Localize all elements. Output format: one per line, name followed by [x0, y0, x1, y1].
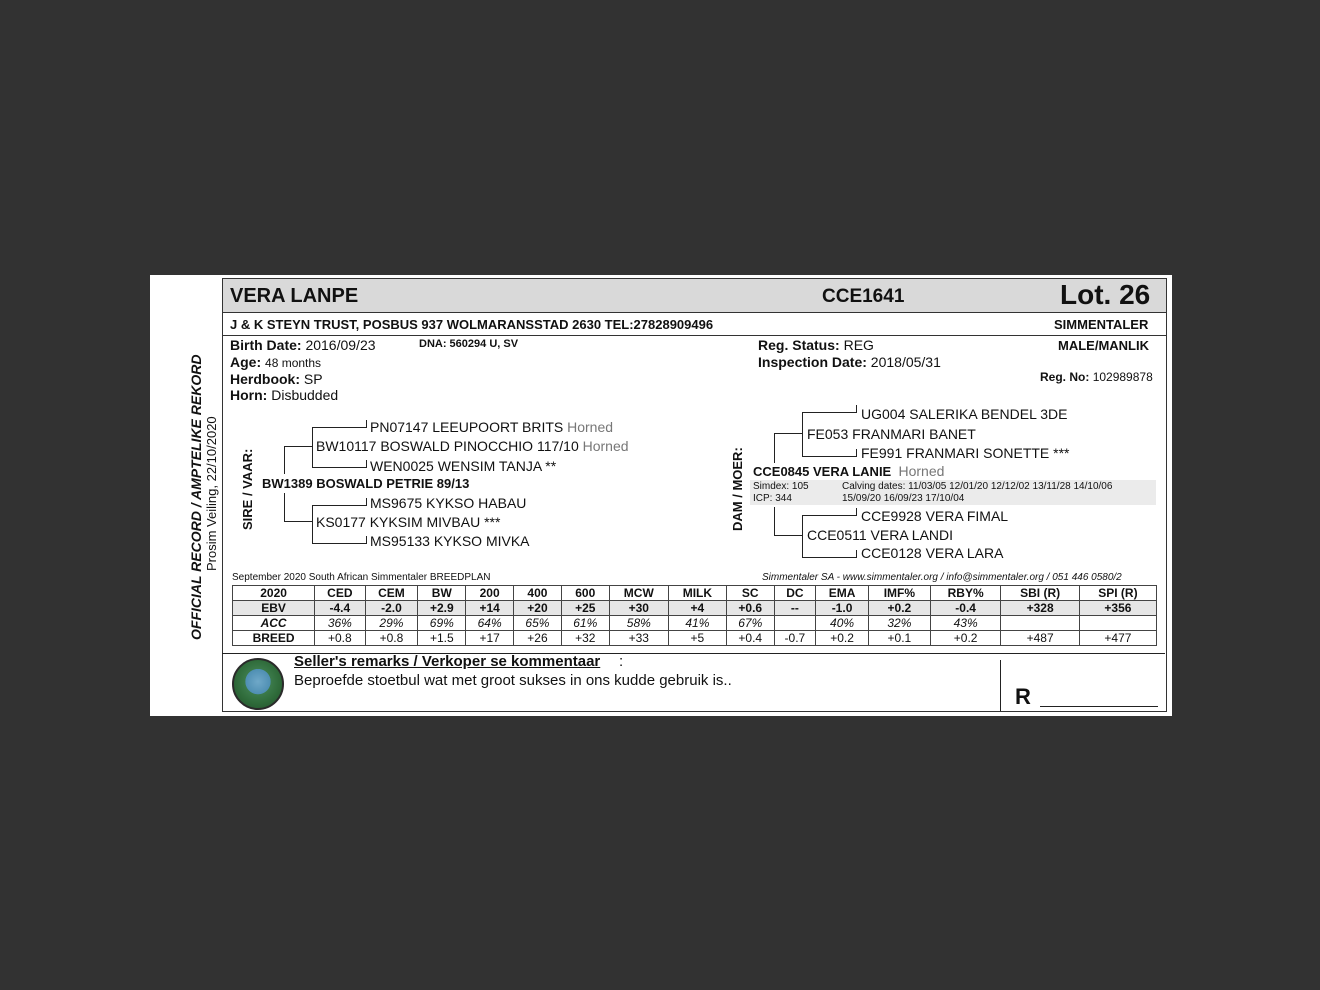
- table-header-cell: 400: [514, 586, 562, 601]
- table-cell: +4: [668, 601, 726, 616]
- breedplan-caption: September 2020 South African Simmentaler BREEDPLAN: [232, 572, 491, 583]
- table-header-cell: RBY%: [930, 586, 1001, 601]
- table-cell: 67%: [726, 616, 774, 631]
- table-cell: 65%: [514, 616, 562, 631]
- dam-tree-line: [802, 557, 856, 558]
- dam-sire-sire: UG004 SALERIKA BENDEL 3DE: [861, 406, 1068, 422]
- table-cell: +0.8: [315, 631, 365, 646]
- table-cell: -0.7: [774, 631, 815, 646]
- table-cell: +0.1: [868, 631, 930, 646]
- age: [230, 354, 321, 370]
- table-cell: -1.0: [816, 601, 869, 616]
- table-cell: 58%: [609, 616, 668, 631]
- lot-card: [150, 275, 1172, 716]
- dna: DNA: 560294 U, SV: [419, 338, 519, 350]
- lot-number: Lot. 26: [1060, 279, 1151, 310]
- table-cell: +0.8: [365, 631, 418, 646]
- inspection-value: 2018/05/31: [870, 354, 941, 370]
- age-value: 48 months: [265, 356, 322, 370]
- animal-id: CCE1641: [822, 286, 905, 307]
- sire-sire-dam: WEN0025 WENSIM TANJA **: [370, 458, 557, 474]
- table-header-cell: SC: [726, 586, 774, 601]
- sire-tree-line: [366, 420, 367, 428]
- table-cell: 43%: [930, 616, 1001, 631]
- dam-tree-line: [774, 535, 802, 536]
- sire-sire-sire-name: PN07147 LEEUPOORT BRITS: [370, 419, 564, 435]
- sire-tree-line: [284, 521, 312, 522]
- table-cell: 29%: [365, 616, 418, 631]
- sire-sire-sire: [370, 419, 613, 435]
- sire-tree-line: [284, 493, 285, 521]
- table-cell: +328: [1001, 601, 1079, 616]
- table-cell: +14: [466, 601, 514, 616]
- sire-sire-name: BW10117 BOSWALD PINOCCHIO 117/10: [316, 438, 579, 454]
- header-bar: [222, 278, 1167, 313]
- reg-no: [1040, 370, 1153, 384]
- dam-tree-line: [856, 508, 857, 516]
- simdex: Simdex: 105: [753, 481, 809, 492]
- table-header-cell: MCW: [609, 586, 668, 601]
- sire-tree-line: [312, 467, 366, 468]
- remarks-title: Seller's remarks / Verkoper se kommentaar: [294, 653, 601, 670]
- table-cell: +0.4: [726, 631, 774, 646]
- dam-tree-line: [856, 405, 857, 413]
- dam-tree-line: [774, 433, 775, 463]
- breedplan-contact: Simmentaler SA - www.simmentaler.org / info@simmentaler.org / 051 446 0580/2: [762, 572, 1122, 583]
- dam-tree-line: [802, 515, 856, 516]
- table-cell: +25: [561, 601, 609, 616]
- ebv-header-row: [233, 586, 1157, 601]
- dam-dam: CCE0511 VERA LANDI: [807, 527, 954, 543]
- table-cell: +487: [1001, 631, 1079, 646]
- table-row-label: ACC: [233, 616, 315, 631]
- table-cell: +20: [514, 601, 562, 616]
- horn-label: Horn:: [230, 387, 268, 403]
- sire-sire-sire-horn: Horned: [567, 419, 614, 435]
- table-cell: +0.6: [726, 601, 774, 616]
- table-cell: --: [774, 601, 815, 616]
- sire-tree-line: [312, 427, 313, 467]
- dam-tree-line: [802, 412, 856, 413]
- sire-tree-line: [312, 505, 366, 506]
- table-cell: +5: [668, 631, 726, 646]
- table-header-cell: EMA: [816, 586, 869, 601]
- sire-tree-line: [284, 446, 312, 447]
- dam-tree-line: [856, 550, 857, 558]
- sire-tree-line: [284, 446, 285, 474]
- sire-label: SIRE / VAAR:: [240, 448, 255, 530]
- table-row-label: EBV: [233, 601, 315, 616]
- table-year-cell: 2020: [233, 586, 315, 601]
- reg-no-label: Reg. No:: [1040, 370, 1090, 384]
- birth-date: [230, 337, 376, 353]
- breed: SIMMENTALER: [1054, 317, 1149, 332]
- auction-label: Prosim Veiling, 22/10/2020: [204, 416, 219, 571]
- table-cell: 32%: [868, 616, 930, 631]
- animal-name: VERA LANPE: [230, 285, 359, 307]
- sire-sire: [316, 438, 629, 454]
- dam-name: CCE0845 VERA LANIE: [753, 464, 892, 479]
- table-header-cell: MILK: [668, 586, 726, 601]
- price-box-left: [1000, 660, 1001, 711]
- ebv-table: [232, 585, 1157, 646]
- price-input-line[interactable]: [1040, 706, 1158, 707]
- inspection-date: [758, 354, 941, 370]
- reg-no-value: 102989878: [1092, 370, 1153, 384]
- horn-value: Disbudded: [271, 387, 339, 403]
- table-cell: +477: [1079, 631, 1156, 646]
- sire-dam-sire: MS9675 KYKSO HABAU: [370, 495, 527, 511]
- table-cell: 36%: [315, 616, 365, 631]
- table-cell: +356: [1079, 601, 1156, 616]
- inspection-label: Inspection Date:: [758, 354, 867, 370]
- herdbook-value: SP: [303, 371, 323, 387]
- sire-tree-line: [312, 427, 366, 428]
- reg-status: [758, 337, 874, 353]
- dam-dam-sire: CCE9928 VERA FIMAL: [861, 508, 1009, 524]
- table-cell: +26: [514, 631, 562, 646]
- reg-status-value: REG: [843, 337, 874, 353]
- table-row-label: BREED: [233, 631, 315, 646]
- breed-row: [233, 631, 1157, 646]
- sire-dam: KS0177 KYKSIM MIVBAU ***: [316, 514, 501, 530]
- sire: BW1389 BOSWALD PETRIE 89/13: [262, 476, 470, 491]
- table-header-cell: 600: [561, 586, 609, 601]
- dam-tree-line: [802, 412, 803, 456]
- table-cell: -4.4: [315, 601, 365, 616]
- ebv-row: [233, 601, 1157, 616]
- calving-dates-2: 15/09/20 16/09/23 17/10/04: [842, 493, 965, 504]
- age-label: Age:: [230, 354, 262, 370]
- dam-horn: Horned: [898, 463, 945, 479]
- dam-tree-line: [774, 433, 802, 434]
- table-cell: -0.4: [930, 601, 1001, 616]
- sire-tree-line: [366, 460, 367, 468]
- calving-dates-1: Calving dates: 11/03/05 12/01/20 12/12/02 13/11/28 14/10/06: [842, 481, 1113, 492]
- table-cell: +0.2: [816, 631, 869, 646]
- table-header-cell: SPI (R): [1079, 586, 1156, 601]
- table-cell: [774, 616, 815, 631]
- birth-value: 2016/09/23: [305, 337, 376, 353]
- herdbook: [230, 371, 323, 387]
- table-header-cell: BW: [418, 586, 466, 601]
- sire-sire-horn: Horned: [582, 438, 629, 454]
- dam-tree-line: [802, 515, 803, 557]
- official-record-label: OFFICIAL RECORD / AMPTELIKE REKORD: [188, 354, 204, 640]
- remarks-text: Beproefde stoetbul wat met groot sukses in ons kudde gebruik is..: [294, 672, 732, 689]
- table-cell: 69%: [418, 616, 466, 631]
- table-cell: 41%: [668, 616, 726, 631]
- dam-sire-dam: FE991 FRANMARI SONETTE ***: [861, 445, 1070, 461]
- table-header-cell: CEM: [365, 586, 418, 601]
- owner-text: J & K STEYN TRUST, POSBUS 937 WOLMARANSSTAD 2630 TEL:27828909496: [230, 317, 714, 332]
- table-cell: +1.5: [418, 631, 466, 646]
- dam: [753, 463, 944, 479]
- table-cell: 61%: [561, 616, 609, 631]
- table-header-cell: CED: [315, 586, 365, 601]
- table-cell: +30: [609, 601, 668, 616]
- table-header-cell: IMF%: [868, 586, 930, 601]
- acc-row: [233, 616, 1157, 631]
- table-cell: +32: [561, 631, 609, 646]
- table-header-cell: 200: [466, 586, 514, 601]
- dam-dam-dam: CCE0128 VERA LARA: [861, 545, 1004, 561]
- table-cell: [1079, 616, 1156, 631]
- sire-tree-line: [366, 536, 367, 544]
- icp: ICP: 344: [753, 493, 792, 504]
- sire-tree-line: [366, 498, 367, 506]
- horn: [230, 387, 338, 403]
- herdbook-label: Herdbook:: [230, 371, 300, 387]
- table-cell: +33: [609, 631, 668, 646]
- sire-tree-line: [312, 505, 313, 543]
- sire-dam-dam: MS95133 KYKSO MIVKA: [370, 533, 530, 549]
- table-cell: +17: [466, 631, 514, 646]
- dam-sire: FE053 FRANMARI BANET: [807, 426, 976, 442]
- table-cell: +0.2: [868, 601, 930, 616]
- table-cell: +0.2: [930, 631, 1001, 646]
- table-cell: +2.9: [418, 601, 466, 616]
- sex: MALE/MANLIK: [1058, 338, 1149, 353]
- reg-status-label: Reg. Status:: [758, 337, 840, 353]
- sire-tree-line: [312, 543, 366, 544]
- table-cell: 40%: [816, 616, 869, 631]
- remarks-colon: :: [619, 653, 624, 670]
- birth-label: Birth Date:: [230, 337, 302, 353]
- dam-tree-line: [856, 449, 857, 457]
- table-cell: -2.0: [365, 601, 418, 616]
- dam-tree-line: [802, 456, 856, 457]
- breed-society-logo: [232, 658, 284, 710]
- table-header-cell: SBI (R): [1001, 586, 1079, 601]
- table-header-cell: DC: [774, 586, 815, 601]
- table-cell: [1001, 616, 1079, 631]
- table-cell: 64%: [466, 616, 514, 631]
- dam-tree-line: [774, 507, 775, 535]
- dam-label: DAM / MOER:: [730, 447, 745, 531]
- price-label: R: [1015, 684, 1031, 709]
